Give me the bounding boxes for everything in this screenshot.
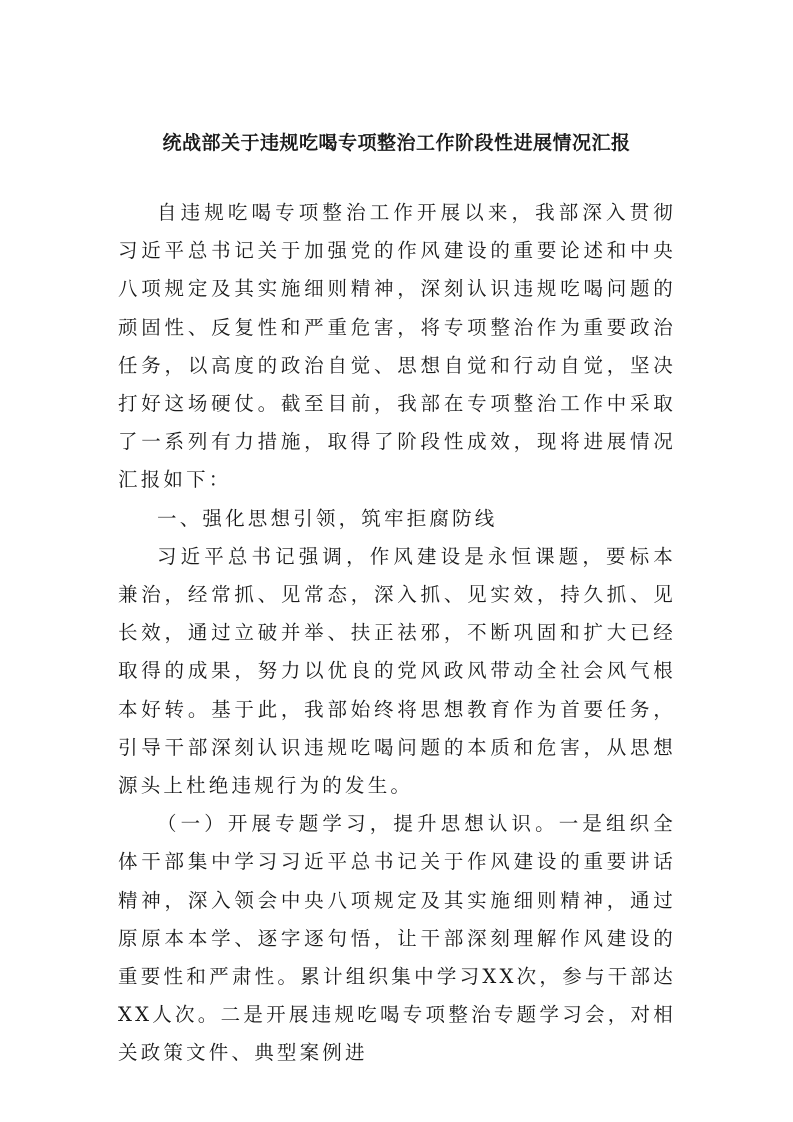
document-title: 统战部关于违规吃喝专项整治工作阶段性进展情况汇报	[162, 132, 631, 154]
intro-paragraph: 自违规吃喝专项整治工作开展以来，我部深入贯彻习近平总书记关于加强党的作风建设的重要论述和中央八项规定及其实施细则精神，深刻认识违规吃喝问题的顽固性、反复性和严重危害，将专项整治作为重要政治任务，以高度的政治自觉、思想自觉和行动自觉，坚决打好这场硬仗。截至目前，我部在专项整治工作中采取了一系列有力措施，取得了阶段性成效，现将进展情况汇报如下：	[118, 201, 676, 492]
subsection-paragraph: （一）开展专题学习，提升思想认识。一是组织全体干部集中学习习近平总书记关于作风建设的重要讲话精神，深入领会中央八项规定及其实施细则精神，通过原原本本学、逐字逐句悟，让干部深刻理解作风建设的重要性和严肃性。累计组织集中学习XX次，参与干部达XX人次。二是开展违规吃喝专项整治专题学习会，对相关政策文件、典型案例进	[118, 812, 676, 1065]
section-paragraph: 习近平总书记强调，作风建设是永恒课题，要标本兼治，经常抓、见常态，深入抓、见实效，持久抓、见长效，通过立破并举、扶正祛邪，不断巩固和扩大已经取得的成果，努力以优良的党风政风带动全社会风气根本好转。基于此，我部始终将思想教育作为首要任务，引导干部深刻认识违规吃喝问题的本质和危害，从思想源头上杜绝违规行为的发生。	[118, 544, 676, 798]
section-heading: 一、强化思想引领，筑牢拒腐防线	[157, 506, 498, 530]
document-body	[118, 194, 676, 1073]
